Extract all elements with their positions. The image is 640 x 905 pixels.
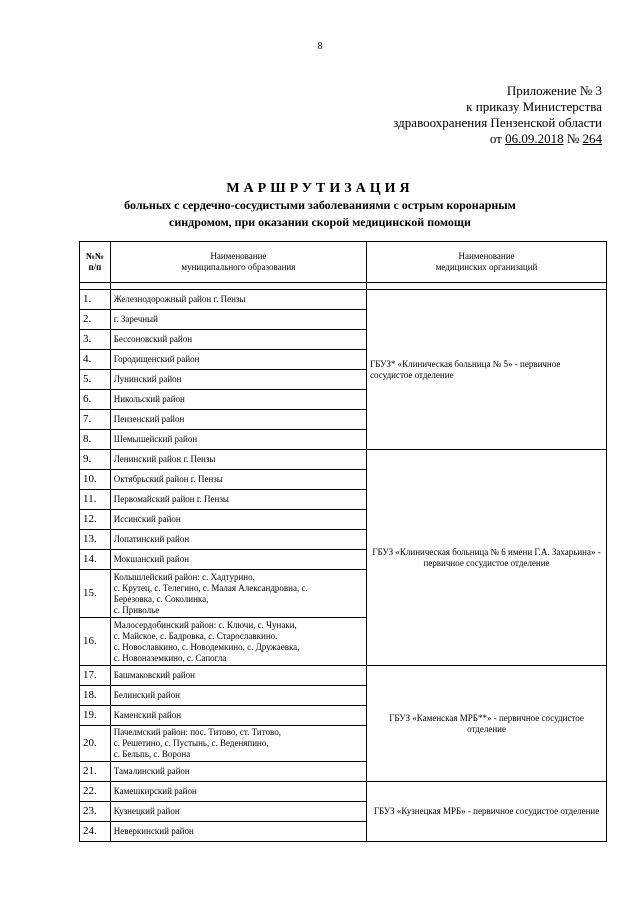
municipality-cell (110, 706, 366, 726)
table-row (80, 290, 607, 310)
municipality-cell (110, 330, 366, 350)
municipality-cell (110, 762, 366, 782)
municipality-line: Никольский район (113, 394, 185, 404)
table-row (80, 782, 607, 802)
municipality-line: Железнодорожный район г. Пензы (113, 294, 246, 304)
municipality-cell (110, 550, 366, 570)
subtitle-line-2: синдромом, при оказании скорой медицинской помощи (169, 215, 471, 229)
row-number: 21. (80, 762, 111, 782)
document-subtitle (80, 197, 560, 231)
row-number: 6. (80, 390, 111, 410)
appendix-line-1: Приложение № 3 (506, 83, 602, 98)
spacer-cell (80, 283, 111, 290)
row-number: 19. (80, 706, 111, 726)
municipality-cell (110, 530, 366, 550)
header-number (80, 242, 111, 283)
municipality-line: Каменский район (113, 710, 182, 720)
municipality-line: Лунинский район (113, 374, 182, 384)
organization-cell: ГБУЗ «Кузнецкая МРБ» - первичное сосудистое отделение (367, 782, 607, 842)
order-number-sign: № (566, 131, 580, 146)
municipality-cell (110, 686, 366, 706)
appendix-block (322, 83, 602, 147)
order-date: 06.09.2018 (505, 131, 564, 146)
municipality-line: Городищенский район (113, 354, 200, 364)
header-number-line-2: п/п (88, 262, 102, 272)
row-number: 22. (80, 782, 111, 802)
row-number: 11. (80, 490, 111, 510)
municipality-line: Бессоновский район (113, 334, 193, 344)
row-number: 1. (80, 290, 111, 310)
table-spacer-row (80, 283, 607, 290)
row-number: 13. (80, 530, 111, 550)
municipality-line: с. Новославкино, с. Новодемкино, с. Дружаевка, (113, 641, 300, 652)
municipality-line: с. Бельпь, с. Ворона (113, 749, 191, 759)
municipality-line: Иссинский район (113, 514, 181, 524)
municipality-cell (110, 350, 366, 370)
page-number: 8 (317, 41, 323, 52)
header-municipality-line-2: муниципального образования (181, 262, 296, 272)
municipality-cell (110, 430, 366, 450)
row-number: 10. (80, 470, 111, 490)
municipality-cell (110, 510, 366, 530)
table-header-row (80, 242, 607, 283)
municipality-cell (110, 390, 366, 410)
municipality-line: с. Привольe (113, 604, 160, 615)
row-number: 7. (80, 410, 111, 430)
order-number: 264 (582, 131, 602, 146)
municipality-line: с. Майское, с. Бадровка, с. Старославкино. (113, 630, 278, 641)
row-number: 20. (80, 726, 111, 762)
row-number: 17. (80, 666, 111, 686)
municipality-cell (110, 666, 366, 686)
subtitle-line-1: больных с сердечно-сосудистыми заболеваниями с острым коронарным (124, 198, 516, 212)
row-number: 15. (80, 570, 111, 618)
municipality-cell (110, 802, 366, 822)
municipality-line: Малосердобинский район: с. Ключи, с. Чунаки, (113, 619, 297, 630)
row-number: 2. (80, 310, 111, 330)
municipality-cell (110, 410, 366, 430)
municipality-cell (110, 782, 366, 802)
municipality-line: с. Новоназемкино, с. Сапогла (113, 652, 227, 663)
table-row (80, 666, 607, 686)
municipality-line: Первомайский район г. Пензы (113, 494, 229, 504)
header-number-line-1: №№ (85, 251, 104, 261)
municipality-line: Октябрьский район г. Пензы (113, 474, 223, 484)
municipality-line: Лопатинский район (113, 534, 190, 544)
row-number: 16. (80, 618, 111, 666)
organization-cell: ГБУЗ «Каменская МРБ**» - первичное сосудистое отделение (367, 666, 607, 782)
municipality-line: с. Решетино, с. Пустынь, с. Веденяпино, (113, 738, 269, 748)
header-organization-line-1: Наименование (458, 251, 515, 261)
row-number: 14. (80, 550, 111, 570)
municipality-cell (110, 618, 366, 666)
municipality-line: Неверкинский район (113, 826, 194, 836)
municipality-line: Белинский район (113, 690, 180, 700)
organization-cell: ГБУЗ «Клиническая больница № 6 имени Г.А. Захарьина» - первичное сосудистое отделение (367, 450, 607, 666)
appendix-line-4 (322, 131, 602, 147)
municipality-line: Колышлейский район: с. Хадтурино, (113, 571, 255, 582)
municipality-line: Башмаковский район (113, 670, 195, 680)
appendix-line-3: здравоохранения Пензенской области (393, 115, 602, 130)
row-number: 8. (80, 430, 111, 450)
municipality-cell (110, 290, 366, 310)
municipality-cell (110, 822, 366, 842)
municipality-cell (110, 450, 366, 470)
header-municipality-line-1: Наименование (210, 251, 267, 261)
document-title: МАРШРУТИЗАЦИЯ (226, 181, 414, 196)
municipality-cell (110, 370, 366, 390)
row-number: 12. (80, 510, 111, 530)
municipality-line: Пачелмский район: пос. Титово, ст. Титово, (113, 727, 281, 737)
municipality-cell (110, 490, 366, 510)
municipality-line: с. Крутец, с. Телегино, с. Малая Александровна, с. (113, 582, 308, 593)
row-number: 23. (80, 802, 111, 822)
municipality-line: Тамалинский район (113, 766, 190, 776)
row-number: 4. (80, 350, 111, 370)
municipality-line: г. Заречный (113, 314, 158, 324)
row-number: 5. (80, 370, 111, 390)
row-number: 9. (80, 450, 111, 470)
organization-cell: ГБУЗ* «Клиническая больница № 5» - первичное сосудистое отделение (367, 290, 607, 450)
municipality-line: Березовка, с. Соколинка, (113, 593, 209, 604)
municipality-line: Пензенский район (113, 414, 185, 424)
municipality-line: Камешкирский район (113, 786, 197, 796)
municipality-cell (110, 726, 366, 762)
header-organization-line-2: медицинских организаций (435, 262, 538, 272)
municipality-line: Кузнецкий район (113, 806, 180, 816)
header-municipality (110, 242, 366, 283)
municipality-cell (110, 570, 366, 618)
header-organization (367, 242, 607, 283)
row-number: 24. (80, 822, 111, 842)
routing-table-body (80, 290, 607, 842)
table-row (80, 450, 607, 470)
row-number: 18. (80, 686, 111, 706)
municipality-cell (110, 470, 366, 490)
municipality-line: Шемышейский район (113, 434, 198, 444)
appendix-prefix: от (489, 131, 502, 146)
spacer-cell (110, 283, 366, 290)
municipality-line: Мокшанский район (113, 554, 190, 564)
routing-table (79, 241, 607, 842)
municipality-cell (110, 310, 366, 330)
appendix-line-2: к приказу Министерства (466, 99, 602, 114)
spacer-cell (367, 283, 607, 290)
row-number: 3. (80, 330, 111, 350)
municipality-line: Ленинский район г. Пензы (113, 454, 216, 464)
